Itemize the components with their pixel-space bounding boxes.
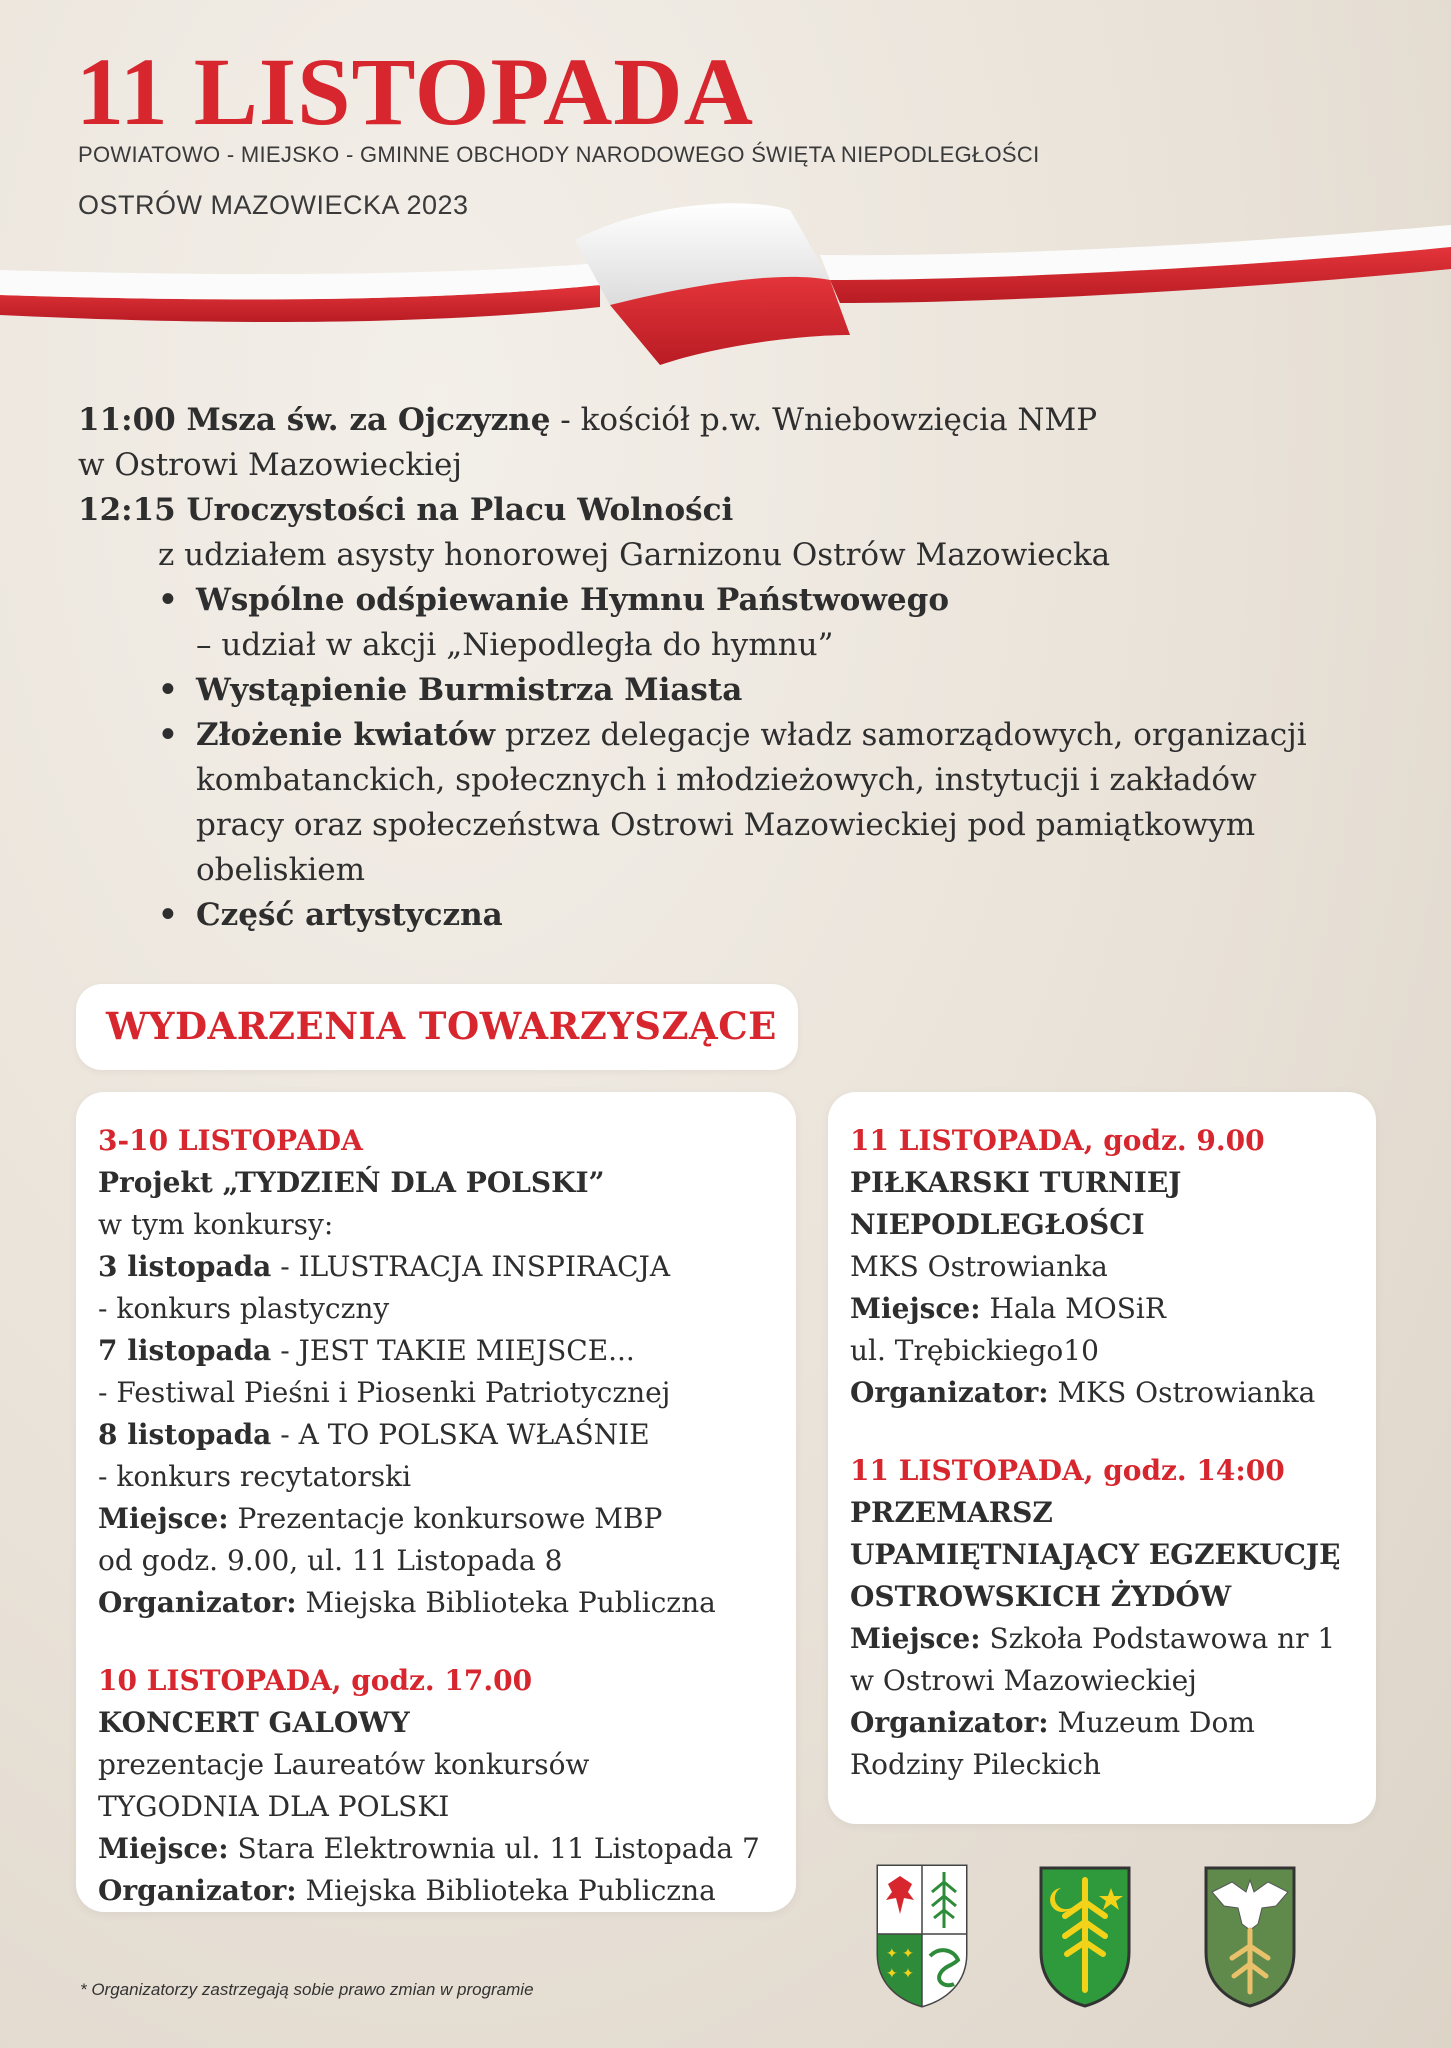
contest-3: 8 listopada - A TO POLSKA WŁAŚNIE xyxy=(98,1418,650,1451)
event-card-left: 3-10 LISTOPADA Projekt „TYDZIEŃ DLA POLSKI” w tym konkursy: 3 listopada - ILUSTRACJA INSPIRACJA - konkurs plastyczny 7 listopada - JEST TAKIE MIEJSCE... - Festiwal Pieśni i Piosenki Patriotycznej 8 listopada - A TO POLSKA WŁAŚNIE - konkurs recytatorski Miejsce: Prezentacje konkursowe MBP od godz. 9.00, ul. 11 Listopada 8 Organizator: Miejska Biblioteka Publiczna 10 LISTOPADA, godz. 17.00 KONCERT GALOWY prezentacje Laureatów konkursów TYGODNIA DLA POLSKI Miejsce: Stara Elektrownia ul. 11 Listopada 7 Organizator: Miejska Biblioteka Publiczna xyxy=(76,1092,796,1912)
mass-place-line2: w Ostrowi Mazowieckiej xyxy=(78,447,462,483)
page-subtitle: POWIATOWO - MIEJSKO - GMINNE OBCHODY NARODOWEGO ŚWIĘTA NIEPODLEGŁOŚCI xyxy=(78,142,1040,167)
program-mass xyxy=(78,398,1398,443)
event-title: PRZEMARSZ xyxy=(850,1496,1053,1529)
event-date: 3-10 LISTOPADA xyxy=(98,1124,363,1157)
page-title: 11 LISTOPADA xyxy=(76,38,754,145)
event-place: Miejsce: Hala MOSiR xyxy=(850,1292,1166,1325)
contest-1: 3 listopada - ILUSTRACJA INSPIRACJA xyxy=(98,1250,671,1283)
event-place: Miejsce: Stara Elektrownia ul. 11 Listopada 7 xyxy=(98,1832,760,1865)
event-card-right: 11 LISTOPADA, godz. 9.00 PIŁKARSKI TURNIEJ NIEPODLEGŁOŚCI MKS Ostrowianka Miejsce: Hala MOSiR ul. Trębickiego10 Organizator: MKS Ostrowianka 11 LISTOPADA, godz. 14:00 PRZEMARSZ UPAMIĘTNIAJĄCY EGZEKUCJĘ OSTROWSKICH ŻYDÓW Miejsce: Szkoła Podstawowa nr 1 w Ostrowi Mazowieckiej Organizator: Muzeum Dom Rodziny Pileckich xyxy=(828,1092,1376,1824)
event-intro: w tym konkursy: xyxy=(98,1208,334,1241)
mass-place: - kościół p.w. Wniebowzięcia NMP xyxy=(550,402,1098,438)
event-title: PIŁKARSKI TURNIEJ xyxy=(850,1166,1182,1199)
county-coat-of-arms-icon xyxy=(874,1862,970,2008)
event-organizer: Organizator: MKS Ostrowianka xyxy=(850,1376,1316,1409)
event-date: 10 LISTOPADA, godz. 17.00 xyxy=(98,1664,533,1697)
ceremony-title: 12:15 Uroczystości na Placu Wolności xyxy=(78,492,734,528)
contest-2: 7 listopada - JEST TAKIE MIEJSCE... xyxy=(98,1334,635,1367)
list-item: • Złożenie kwiatów przez delegacje władz samorządowych, organizacji kombatanckich, społecznych i młodzieżowych, instytucji i zakładów pracy oraz społeczeństwa Ostrowi Mazowieckiej pod pamiątkowym obeliskiem xyxy=(158,713,1398,893)
event-title: Projekt „TYDZIEŃ DLA POLSKI” xyxy=(98,1166,605,1199)
event-place: Miejsce: Prezentacje konkursowe MBP xyxy=(98,1502,663,1535)
list-item: • Wspólne odśpiewanie Hymnu Państwowego – udział w akcji „Niepodległa do hymnu” xyxy=(158,578,1398,668)
main-program xyxy=(78,398,1398,938)
event-organizer: Organizator: Miejska Biblioteka Publiczna xyxy=(98,1586,716,1619)
event-organizer: Organizator: Miejska Biblioteka Publiczna xyxy=(98,1874,716,1907)
event-title: KONCERT GALOWY xyxy=(98,1706,410,1739)
mass-title: 11:00 Msza św. za Ojczyznę xyxy=(78,402,551,438)
town-coat-of-arms-icon xyxy=(1037,1862,1133,2008)
list-item: • Część artystyczna xyxy=(158,893,1398,938)
list-item: • Wystąpienie Burmistrza Miasta xyxy=(158,668,1398,713)
footnote: * Organizatorzy zastrzegają sobie prawo zmian w programie xyxy=(80,1980,534,1999)
flag-ribbon-icon xyxy=(0,185,1451,375)
event-organizer: Organizator: Muzeum Dom xyxy=(850,1706,1255,1739)
svg-text:✦ ✦: ✦ ✦ xyxy=(886,1966,914,1982)
event-date: 11 LISTOPADA, godz. 14:00 xyxy=(850,1454,1285,1487)
city-year: OSTRÓW MAZOWIECKA 2023 xyxy=(78,190,469,220)
event-place: Miejsce: Szkoła Podstawowa nr 1 xyxy=(850,1622,1336,1655)
section-title: WYDARZENIA TOWARZYSZĄCE xyxy=(106,1004,777,1048)
svg-text:✦ ✦: ✦ ✦ xyxy=(886,1946,914,1962)
event-date: 11 LISTOPADA, godz. 9.00 xyxy=(850,1124,1265,1157)
ceremony-desc: z udziałem asysty honorowej Garnizonu Ostrów Mazowiecka xyxy=(158,537,1111,573)
section-header xyxy=(76,984,798,1070)
program-ceremony xyxy=(78,488,1398,533)
commune-coat-of-arms-icon xyxy=(1202,1862,1298,2008)
ceremony-items xyxy=(78,578,1398,938)
